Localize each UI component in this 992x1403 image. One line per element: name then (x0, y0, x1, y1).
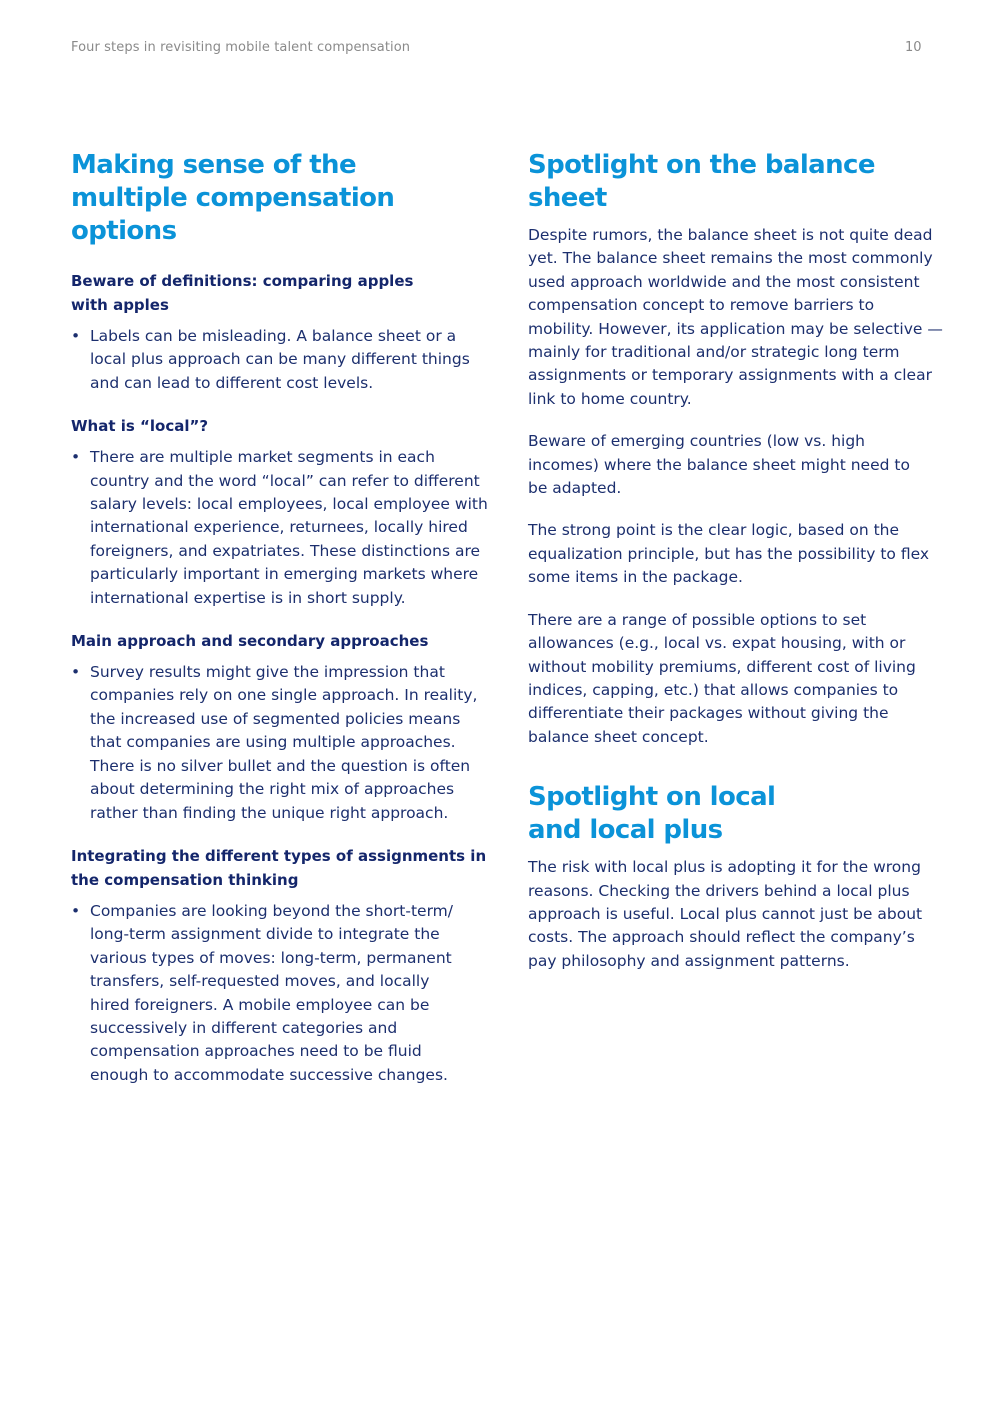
subheading-what-is-local: What is “local”? (71, 417, 209, 436)
section-title-compensation-options: Making sense of the multiple compensation options (71, 150, 395, 246)
paragraph-local-plus-1: The risk with local plus is adopting it for the wrong reasons. Checking the drivers behind a local plus approach is useful. Local plus cannot just be about costs. The approach should reflect the company’s pay philosophy and assignment patterns. (528, 858, 923, 970)
left-column (71, 149, 491, 1087)
page-number: 10 (905, 40, 922, 55)
section-title-balance-sheet: Spotlight on the balance sheet (528, 150, 875, 213)
subheading-integrating-assignments: Integrating the different types of assignments in the compensation thinking (71, 846, 487, 889)
list-item: • Survey results might give the impression that companies rely on one single approach. In reality, the increased use of segmented policies means that companies are using multiple approaches. There is no silver bullet and the question is often about determining the right mix of approaches rather than finding the unique right approach. (71, 661, 483, 825)
paragraph-balance-sheet-1: Despite rumors, the balance sheet is not quite dead yet. The balance sheet remains the most commonly used approach worldwide and the most consistent compensation concept to remove barriers to mobility. However, its application may be selective — mainly for traditional and/or strategic long term assignments or temporary assignments with a clear link to home country. (528, 226, 943, 408)
subheading-definitions: Beware of definitions: comparing apples with apples (71, 272, 414, 314)
list-item: • Companies are looking beyond the short-term/ long-term assignment divide to integrate the various types of moves: long-term, permanent transfers, self-requested moves, and locally hired foreigners. A mobile employee can be successively in different categories and compensation approaches need to be fluid enough to accommodate successive changes. (71, 900, 465, 1087)
right-column (528, 149, 943, 973)
bullet-list-definitions (71, 325, 491, 395)
bullet-list-integrating-assignments (71, 900, 491, 1087)
running-header: Four steps in revisiting mobile talent compensation (71, 40, 411, 55)
section-title-local-plus: Spotlight on local and local plus (528, 782, 776, 846)
list-item: • Labels can be misleading. A balance sheet or a local plus approach can be many different things and can lead to different cost levels. (71, 325, 475, 395)
list-item: • There are multiple market segments in each country and the word “local” can refer to different salary levels: local employees, local employee with international experience, returnees, locally hired foreigners, and expatriates. These distinctions are particularly important in emerging markets where international expertise is in short supply. (71, 446, 491, 610)
paragraph-balance-sheet-4: There are a range of possible options to set allowances (e.g., local vs. expat housing, with or without mobility premiums, different cost of living indices, capping, etc.) that allows companies to differentiate their packages without giving the balance sheet concept. (528, 610, 916, 746)
paragraph-balance-sheet-2: Beware of emerging countries (low vs. high incomes) where the balance sheet might need to be adapted. (528, 432, 910, 498)
bullet-list-what-is-local (71, 446, 491, 610)
paragraph-balance-sheet-3: The strong point is the clear logic, based on the equalization principle, but has the possibility to flex some items in the package. (528, 521, 930, 587)
subheading-main-approach: Main approach and secondary approaches (71, 632, 429, 651)
bullet-list-main-approach (71, 661, 491, 825)
